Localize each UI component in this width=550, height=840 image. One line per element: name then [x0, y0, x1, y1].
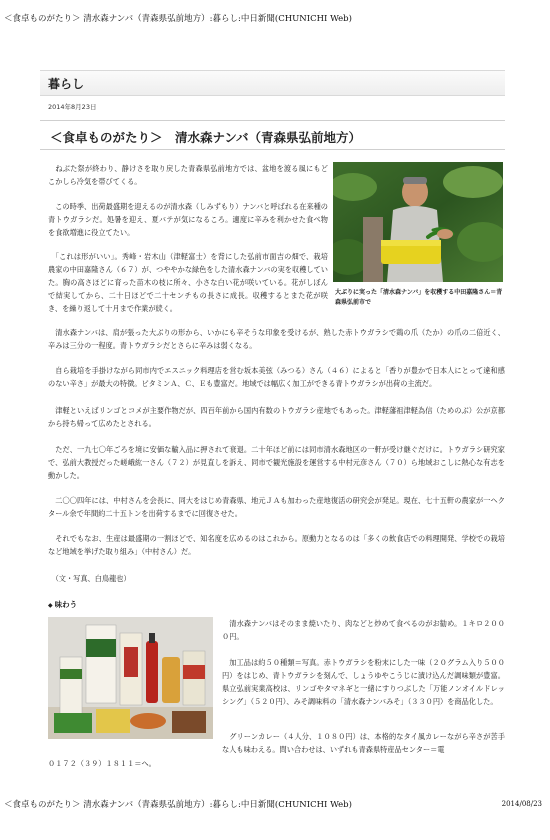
article-paragraph-1: ねぶた祭が終わり、静けさを取り戻した青森県弘前地方では、盆地を渡る風にもどこかしら冷気を帯びてくる。 — [48, 164, 328, 186]
side-paragraph-1: 清水森ナンバはそのまま焼いたり、肉などと炒めて食べるのがお勧め。１キロ２０００円。 — [222, 619, 505, 641]
article-date: 2014年8月23日 — [48, 103, 97, 111]
print-footer-date: 2014/08/23 — [501, 800, 542, 808]
article-paragraph-6: 津軽といえばリンゴとコメが主要作物だが、四百年前から国内有数のトウガラシ産地でもあった。津軽藩祖津軽為信（ためのぶ）公が京都から持ち帰って広めたとされる。 — [48, 406, 505, 428]
article-paragraph-3: 「これは形がいい」。秀峰・岩木山（津軽富士）を背にした弘前市面吉の畑で、栽培農家の中田嘉隆さん（６７）が、つややかな緑色をした清水森ナンバの実を収穫していた。胸の高さほどに育った苗木の枝に所々、小さな白い花が咲いている。花がしぼんで結実してから、二十日ほどで二十センチもの長さに成長。収穫するとまた花が咲き、を繰り返して十月まで作業が続く。 — [48, 252, 328, 313]
section-title: 暮らし — [48, 77, 85, 91]
side-paragraph-2: 加工品は約５０種類＝写真。赤トウガラシを粉末にした一味（２０グラム入り５００円）をはじめ、青トウガラシを刻んで、しょうゆやこうじに漬け込んだ調味類が豊富。県立弘前実業高校は、リンゴやタマネギと一緒にすりつぶした「万能ノンオイルドレッシング」（５２０円）、みそ調味料の「清水森ナンバみそ」（３３０円）を商品化した。 — [222, 658, 505, 706]
side-paragraph-3: グリーンカレー（４人分、１０８０円）は、本格的なタイ風カレーながら辛さが苦手な人も味わえる。問い合わせは、いずれも青森県特産品センター＝電 — [222, 732, 505, 754]
article-photo-products — [48, 617, 213, 739]
photo-caption: 大ぶりに実った「清水森ナンバ」を収穫する中田嘉隆さん＝青森県弘前市で — [335, 289, 503, 306]
article-paragraph-9: それでもなお、生産は最盛期の一割ほどで、知名度を広めるのはこれから。原動力となるのは「多くの飲食店での料理開発、学校での栽培など地域を挙げた取り組み」（中村さん）だ。 — [48, 534, 505, 556]
article-paragraph-7: ただ、一九七〇年ごろを境に安価な輸入品に押されて衰退。二十年ほど前には同市清水森地区の一軒が受け継ぐだけに。トウガラシ研究家で、弘前大教授だった嵯峨紘一さん（７２）が見直しを訴え、同市で観光施設を運営する中村元彦さん（７０）ら地域おこしに熱心な有志を動かした。 — [48, 445, 505, 480]
article-paragraph-5: 自ら栽培を手掛けながら同市内でエスニック料理店を営む坂本美弦（みつる）さん（４６）によると「香りが豊かで日本人にとって違和感のない辛さ」が最大の特徴。ビタミンＡ、Ｃ、Ｅも豊富だ。地域では幅広く加工ができる青トウガラシが出荷の主流だ。 — [48, 366, 505, 388]
subhead-label: 味わう — [54, 600, 78, 609]
subhead-ajiwau — [48, 599, 77, 610]
print-footer-title: ＜食卓ものがたり＞ 清水森ナンバ（青森県弘前地方）:暮らし:中日新聞(CHUNICHI Web) — [4, 800, 352, 810]
print-header-title: ＜食卓ものがたり＞ 清水森ナンバ（青森県弘前地方）:暮らし:中日新聞(CHUNICHI Web) — [4, 14, 352, 24]
article-paragraph-4: 清水森ナンバは、肩が張った大ぶりの形から、いかにも辛そうな印象を受けるが、熟した赤トウガラシで鶏の爪（たか）の爪の二倍近く、辛みは三分の一程度。青トウガラシだとさらに辛みは弱くなる。 — [48, 328, 505, 350]
headline-box — [40, 120, 505, 150]
article-headline: ＜食卓ものがたり＞ 清水森ナンバ（青森県弘前地方） — [50, 130, 362, 145]
section-bar — [40, 70, 505, 96]
side-paragraph-4: ０１７２（３９）１８１１＝へ。 — [48, 759, 156, 768]
article-photo-farmer — [333, 162, 503, 282]
article-credit: （文・写真、白鳥龍也） — [48, 574, 131, 583]
diamond-icon: ◆ — [48, 602, 53, 609]
article-paragraph-2: この時季、出荷最盛期を迎えるのが清水森（しみずもり）ナンバと呼ばれる在来種の青トウガラシだ。処暑を迎え、夏バテが気になるころ。適度に辛みを利かせた食べ物を食欲増進に役立てたい。 — [48, 202, 328, 237]
article-paragraph-8: 二〇〇四年には、中村さんを会長に、同大をはじめ青森県、地元ＪＡも加わった産地復活の研究会が発足。現在、七十五軒の農家が一ヘクタール余で年間約二十五トンを出荷するまでに回復させた。 — [48, 496, 505, 518]
